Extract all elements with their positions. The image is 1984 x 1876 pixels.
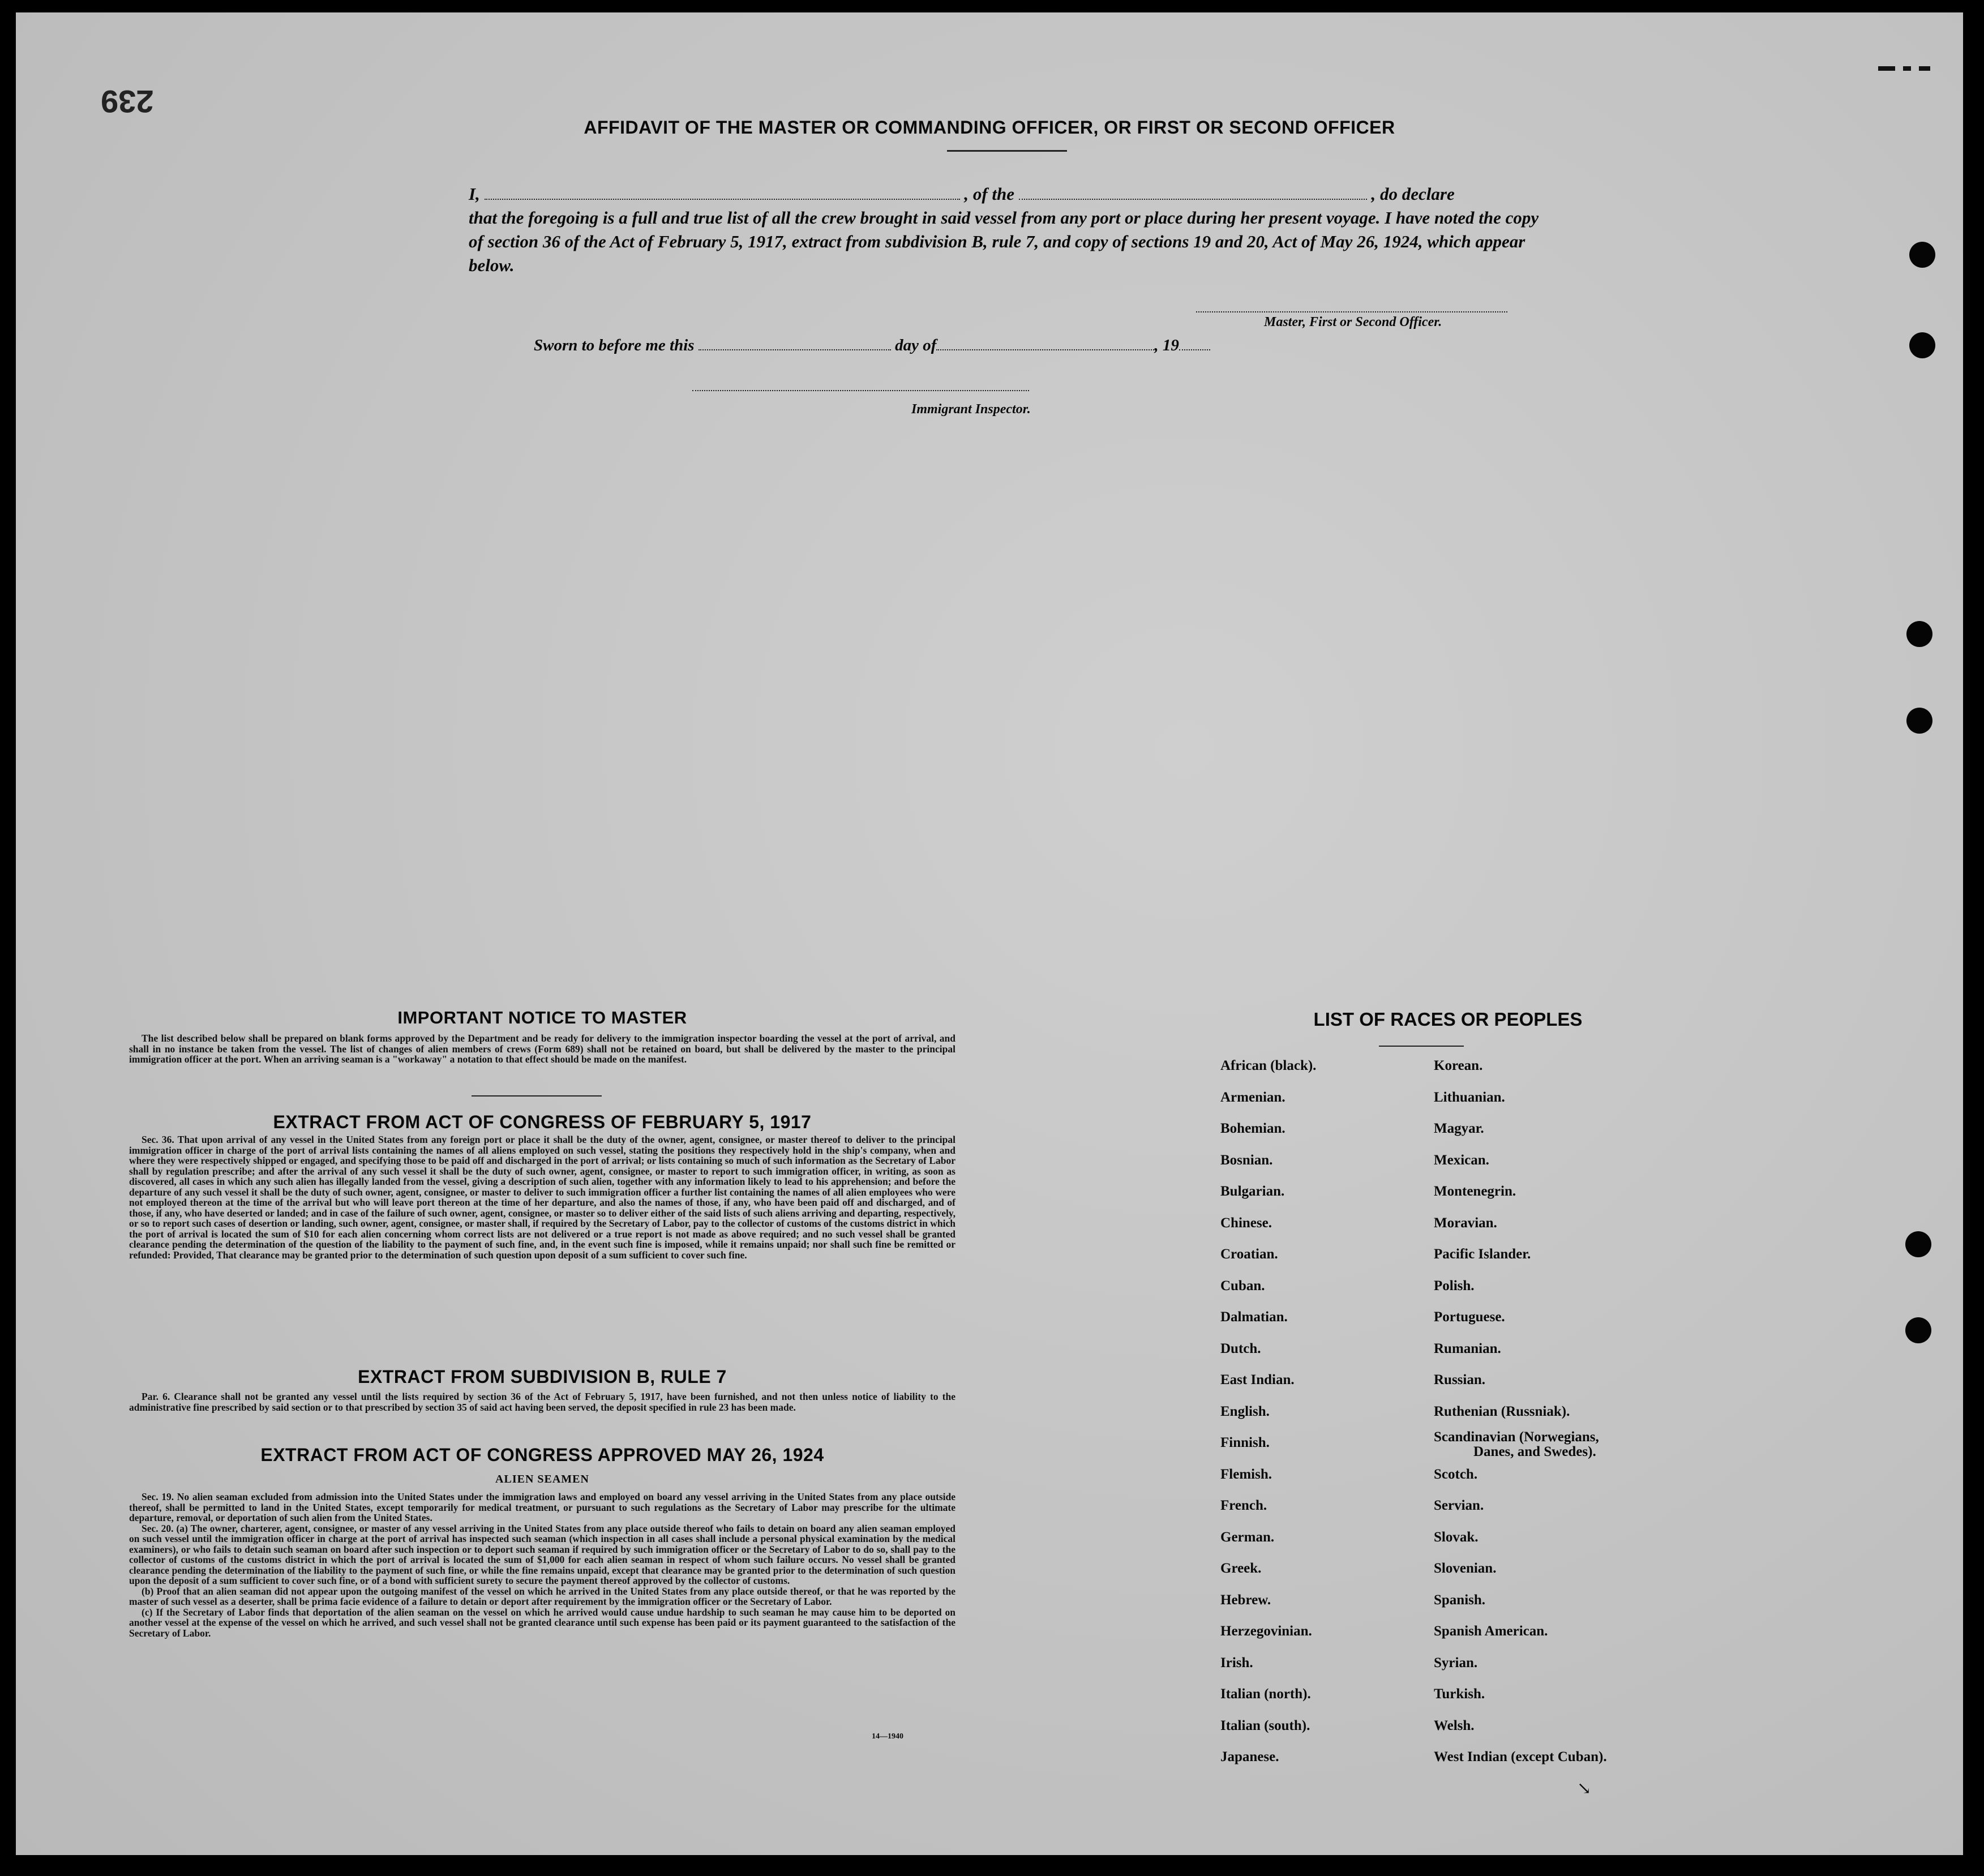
race-item: Chinese. — [1220, 1215, 1272, 1231]
declaration — [469, 182, 1550, 277]
race-item: Montenegrin. — [1434, 1184, 1516, 1199]
extract-1917-title: EXTRACT FROM ACT OF CONGRESS OF FEBRUARY 5, 1917 — [273, 1112, 812, 1132]
race-item: Dalmatian. — [1220, 1309, 1288, 1325]
declaration-i: I, — [469, 184, 480, 204]
affidavit-title: AFFIDAVIT OF THE MASTER OR COMMANDING OFFICER, OR FIRST OR SECOND OFFICER — [584, 117, 1395, 138]
form-number: 14—1940 — [872, 1732, 903, 1741]
race-item: Bosnian. — [1220, 1152, 1273, 1168]
section-36-paragraph: Sec. 36. That upon arrival of any vessel in the United States from any foreign port or place it shall be the duty of the owner, agent, consignee, or master thereof to deliver to the principal immigration officer in charge of the port of arrival lists containing the names of all aliens employed on such vessel, stating the positions they respectively hold in the ship's company, when and where they were respectively shipped or engaged, and specifying those to be paid off and discharged in the port of arrival; or lists containing so much of such information as the Secretary of Labor shall by regulation prescribe; and after the arrival of any such vessel it shall be the duty of such owner, agent, consignee, or master to report to such immigration officer, in writing, as soon as discovered, all cases in which any such alien has illegally landed from the vessel, giving a description of such alien, together with any information likely to lead to his apprehension; and before the departure of any such vessel it shall be the duty of such owner, agent, consignee, or master to deliver to such immigration officer a further list containing the names of all alien employees who were not employed thereon at the time of the arrival but who will leave port thereon at the time of her departure, and also the names of those, if any, who have been paid off and discharged, and of those, if any, who have deserted or landed; and in case of the failure of such owner, agent, consignee, or master so to deliver either of the said lists of such aliens arriving and departing, respectively, or so to report such cases of desertion or landing, such owner, agent, consignee, or master shall, if required by the Secretary of Labor, pay to the collector of customs of the customs district in which the port of arrival is located the sum of $10 for each alien concerning whom correct lists are not delivered or a true report is not made as above required; and no such vessel shall be granted clearance pending the determination of the question of the liability to the payment of such fine, and, in the event such fine is imposed, while it remains unpaid; nor shall such fine be remitted or refunded: Provided, That clearance may be granted prior to the determination of such question upon deposit of a sum sufficient to cover such fine. — [129, 1134, 955, 1261]
race-item: Russian. — [1434, 1372, 1486, 1387]
race-item: Korean. — [1434, 1058, 1483, 1073]
races-divider — [1379, 1046, 1464, 1047]
extract-rule7-title: EXTRACT FROM SUBDIVISION B, RULE 7 — [358, 1367, 727, 1387]
extract-1917-text — [129, 1134, 955, 1260]
race-item: Cuban. — [1220, 1278, 1265, 1294]
sworn-day: day of — [895, 336, 937, 354]
alien-seamen-subtitle: ALIEN SEAMEN — [495, 1473, 589, 1485]
race-item: Syrian. — [1434, 1655, 1478, 1671]
extract-1924-text — [129, 1492, 955, 1638]
race-item: Spanish. — [1434, 1592, 1486, 1608]
race-item: Italian (south). — [1220, 1717, 1310, 1733]
race-item: Turkish. — [1434, 1686, 1485, 1702]
race-item: Finnish. — [1220, 1435, 1270, 1450]
signature-line — [1196, 311, 1507, 312]
race-item: African (black). — [1220, 1058, 1317, 1073]
punch-hole — [1909, 332, 1935, 358]
sworn-year-blank — [1179, 337, 1210, 350]
race-item: Welsh. — [1434, 1717, 1475, 1733]
race-item: Rumanian. — [1434, 1340, 1501, 1356]
sworn-line — [534, 336, 1210, 355]
vessel-blank — [1019, 186, 1367, 200]
title-divider — [947, 150, 1067, 152]
race-item: German. — [1220, 1529, 1275, 1545]
race-item: Bohemian. — [1220, 1121, 1285, 1136]
punch-hole — [1906, 708, 1932, 734]
race-item: Herzegovinian. — [1220, 1624, 1312, 1639]
race-item: Slovenian. — [1434, 1561, 1497, 1576]
race-item: Greek. — [1220, 1561, 1262, 1576]
section-20b-paragraph: (b) Proof that an alien seaman did not appear upon the outgoing manifest of the vessel on which he arrived in the United States from any place outside thereof, or that he was reported by the master of such vessel as a deserter, shall be prima facie evidence of a failure to detain or deport after requirement by the immigration officer or the Secretary of Labor. — [129, 1585, 955, 1607]
race-item: Portuguese. — [1434, 1309, 1505, 1325]
race-item: Pacific Islander. — [1434, 1247, 1531, 1262]
race-item: Lithuanian. — [1434, 1089, 1505, 1105]
race-item: Irish. — [1220, 1655, 1253, 1671]
race-item: French. — [1220, 1498, 1267, 1513]
race-item: Hebrew. — [1220, 1592, 1271, 1608]
sworn-prefix: Sworn to before me this — [534, 336, 695, 354]
races-title: LIST OF RACES OR PEOPLES — [1313, 1009, 1583, 1030]
name-blank — [485, 186, 960, 200]
race-item: Servian. — [1434, 1498, 1484, 1513]
notice-text — [129, 1033, 955, 1065]
declaration-of-the: , of the — [964, 184, 1015, 204]
race-item: Japanese. — [1220, 1749, 1279, 1764]
race-item: Spanish American. — [1434, 1624, 1548, 1639]
punch-hole — [1905, 1231, 1931, 1257]
pencil-tick-mark: ↘ — [1577, 1779, 1592, 1798]
notice-title: IMPORTANT NOTICE TO MASTER — [397, 1008, 687, 1027]
race-item: Polish. — [1434, 1278, 1475, 1294]
race-item: West Indian (except Cuban). — [1434, 1749, 1607, 1764]
corner-mark — [1878, 63, 1940, 69]
race-item: Slovak. — [1434, 1529, 1479, 1545]
inspector-line — [692, 390, 1029, 391]
race-item: Moravian. — [1434, 1215, 1497, 1231]
race-item: Dutch. — [1220, 1340, 1261, 1356]
sworn-month-blank — [936, 337, 1154, 350]
race-item: Scotch. — [1434, 1466, 1478, 1482]
race-item-main: Scandinavian (Norwegians, — [1434, 1429, 1599, 1445]
race-item: Mexican. — [1434, 1152, 1489, 1168]
notice-divider — [472, 1095, 602, 1097]
race-item: Bulgarian. — [1220, 1184, 1285, 1199]
signature-label: Master, First or Second Officer. — [1264, 315, 1442, 329]
section-19-paragraph: Sec. 19. No alien seaman excluded from admission into the United States under the immigration laws and employed on board any vessel arriving in the United States from any place outside thereof, shall be permitted to land in the United States, except temporarily for medical treatment, or pursuant to such regulations as the Secretary of Labor may prescribe for the ultimate departure, removal, or deportation of such alien from the United States. — [129, 1491, 955, 1523]
notice-paragraph: The list described below shall be prepared on blank forms approved by the Department and be ready for delivery to the immigration inspector boarding the vessel at the port of arrival, and shall in no instance be taken from the vessel. The list of changes of alien members of crews (Form 689) shall not be retained on board, but shall be delivered by the master to the principal immigration officer at the port. When an arriving seaman is a "workaway" a notation to that effect should be made on the manifest. — [129, 1033, 955, 1065]
extract-rule7-text — [129, 1391, 955, 1412]
sworn-date-blank — [699, 337, 891, 350]
race-item: East Indian. — [1220, 1372, 1295, 1387]
sworn-year: , 19 — [1154, 336, 1179, 354]
declaration-statement: that the foregoing is a full and true list of all the crew brought in said vessel from any port or place during her present voyage. I have noted the copy of section 36 of the Act of February 5, 1917, extract from subdivision B, rule 7, and copy of sections 19 and 20, Act of May 26, 1924, which appear below. — [469, 208, 1539, 275]
race-item: Flemish. — [1220, 1466, 1272, 1482]
section-20c-paragraph: (c) If the Secretary of Labor finds that deportation of the alien seaman on the vessel on which he arrived would cause undue hardship to such seaman he may cause him to be deported on another vessel at the expense of the vessel on which he arrived, and such vessel shall not be granted clearance until such expense has been paid or its payment guaranteed to the satisfaction of the Secretary of Labor. — [129, 1606, 955, 1639]
declaration-line-1 — [469, 182, 1550, 206]
race-item: Magyar. — [1434, 1121, 1484, 1136]
race-item: Italian (north). — [1220, 1686, 1311, 1702]
inspector-label: Immigrant Inspector. — [911, 402, 1031, 417]
page-number: 239 — [101, 84, 154, 119]
punch-hole — [1905, 1317, 1931, 1343]
punch-hole — [1906, 621, 1932, 647]
extract-1924-title: EXTRACT FROM ACT OF CONGRESS APPROVED MAY 26, 1924 — [260, 1445, 824, 1465]
declaration-do-declare: , do declare — [1371, 184, 1455, 204]
race-item — [1434, 1430, 1599, 1459]
section-20a-paragraph: Sec. 20. (a) The owner, charterer, agent, consignee, or master of any vessel arriving in the United States from any place outside thereof who fails to detain on board any alien seaman employed on such vessel until the immigration officer in charge at the port of arrival has inspected such seaman (which inspection in all cases shall include a personal physical examination by the medical examiners), or who fails to detain such seaman on board after such inspection or to deport such seaman if required by such immigration officer or the Secretary of Labor to do so, shall pay to the collector of customs of the customs district in which the port of arrival is located the sum of $1,000 for each alien seaman in respect of whom such failure occurs. No vessel shall be granted clearance pending the determination of the liability to the payment of such fine, or while the fine remains unpaid, except that clearance may be granted prior to the determination of such question upon the deposit of a sum sufficient to cover such fine, or of a bond with sufficient surety to secure the payment thereof approved by the collector of customs. — [129, 1522, 955, 1586]
paragraph-6: Par. 6. Clearance shall not be granted any vessel until the lists required by section 36 of the Act of February 5, 1917, have been furnished, and not then unless notice of liability to the administrative fine prescribed by said section or to that prescribed by section 35 of said act having been served, the deposit specified in rule 23 has been made. — [129, 1391, 955, 1413]
race-item: Armenian. — [1220, 1089, 1285, 1105]
race-item: Ruthenian (Russniak). — [1434, 1403, 1570, 1419]
document-sheet — [16, 12, 1963, 1855]
punch-hole — [1909, 242, 1935, 268]
race-item: English. — [1220, 1403, 1270, 1419]
race-item-continuation: Danes, and Swedes). — [1473, 1444, 1596, 1459]
race-item: Croatian. — [1220, 1247, 1278, 1262]
